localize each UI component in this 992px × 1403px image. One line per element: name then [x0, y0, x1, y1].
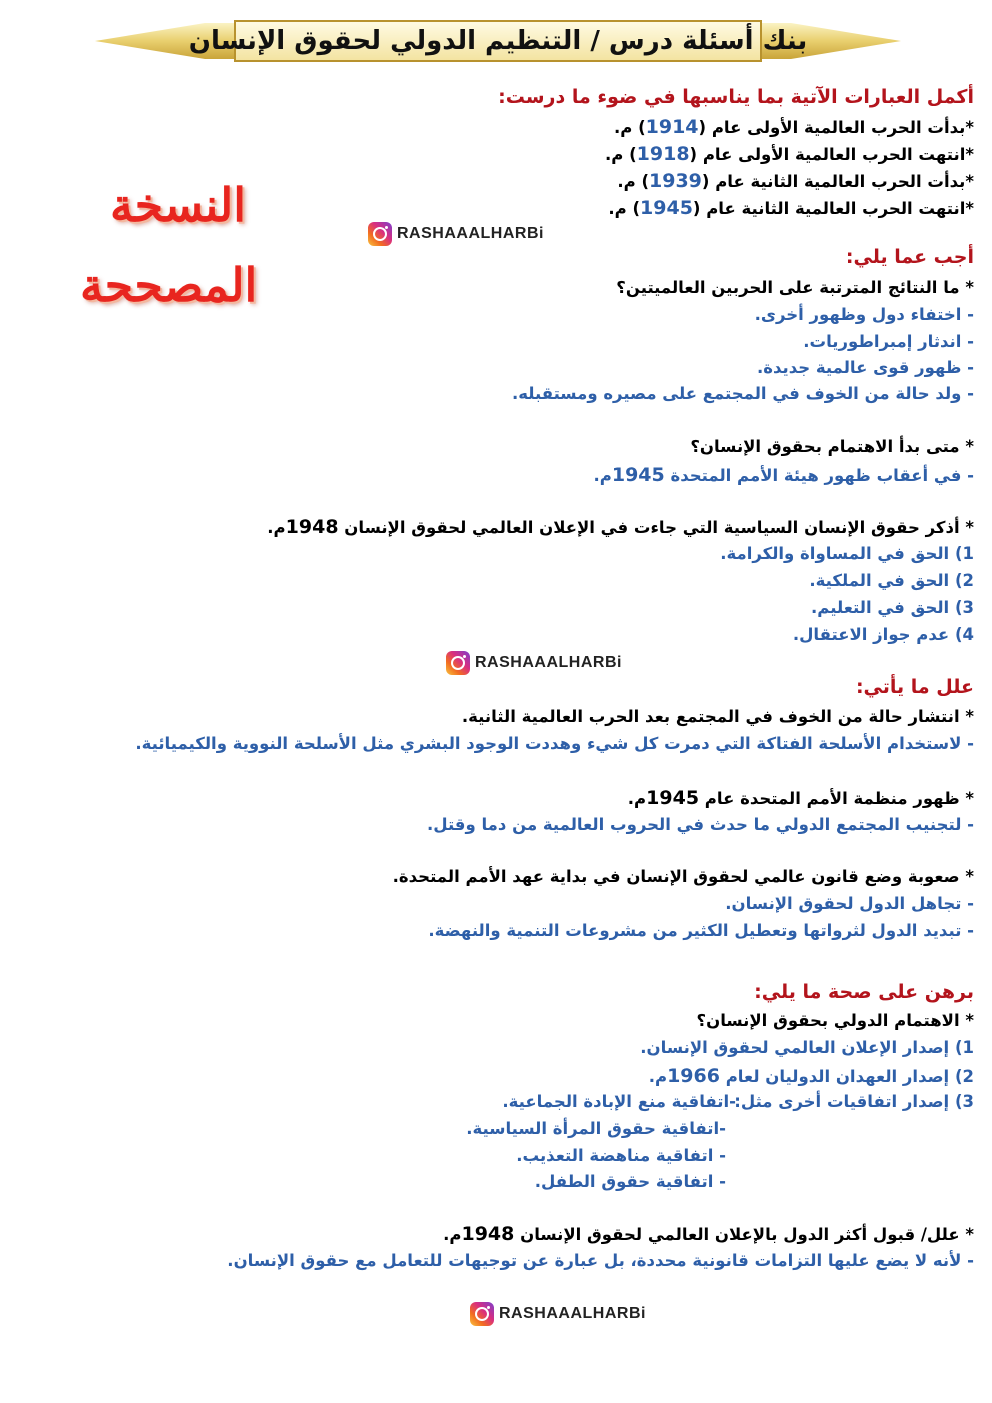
- question: * انتشار حالة من الخوف في المجتمع بعد الحرب العالمية الثانية.: [461, 707, 974, 726]
- sub-answer: - اتفاقية حقوق الطفل.: [534, 1172, 726, 1191]
- section-heading-answer: أجب عما يلي:: [845, 246, 974, 268]
- answer-line: - لتجنيب المجتمع الدولي ما حدث في الحروب العالمية من دما وقتل.: [426, 815, 974, 834]
- corrected-version-stamp-line2: المصححة: [80, 258, 258, 312]
- answer-line: - تجاهل الدول لحقوق الإنسان.: [725, 894, 974, 913]
- question: * الاهتمام الدولي بحقوق الإنسان؟: [696, 1011, 974, 1030]
- numbered-answer: 4) عدم جواز الاعتقال.: [792, 625, 974, 644]
- answer-line: - اختفاء دول وظهور أخرى.: [754, 305, 974, 324]
- instagram-watermark: RASHAAALHARBi: [446, 651, 622, 675]
- numbered-answer: 2) إصدار العهدان الدوليان لعام 1966م.: [648, 1065, 974, 1087]
- answer-line: - لاستخدام الأسلحة الفتاكة التي دمرت كل شيء وهددت الوجود البشري مثل الأسلحة النووية والكيميائية.: [135, 734, 974, 753]
- question: * متى بدأ الاهتمام بحقوق الإنسان؟: [690, 437, 974, 456]
- sub-answer: -اتفاقية منع الإبادة الجماعية.: [502, 1092, 736, 1111]
- fill-item: *بدأت الحرب العالمية الثانية عام (1939) م.: [617, 170, 974, 192]
- numbered-answer: 3) إصدار اتفاقيات أخرى مثل:: [734, 1092, 974, 1111]
- instagram-icon: [446, 651, 470, 675]
- answer-line: - لأنه لا يضع عليها التزامات قانونية محددة، بل عبارة عن توجيهات للتعامل مع حقوق الإنسان.: [227, 1251, 974, 1270]
- numbered-answer: 2) الحق في الملكية.: [809, 571, 974, 590]
- sub-answer: -اتفاقية حقوق المرأة السياسية.: [466, 1119, 726, 1138]
- answer-line: - اندثار إمبراطوريات.: [803, 332, 974, 351]
- answer-line: - تبديد الدول لثرواتها وتعطيل الكثير من مشروعات التنمية والنهضة.: [428, 921, 974, 940]
- instagram-watermark: RASHAAALHARBi: [368, 222, 544, 246]
- sub-answer: - اتفاقية مناهضة التعذيب.: [516, 1146, 726, 1165]
- answer-line: - ظهور قوى عالمية جديدة.: [757, 358, 974, 377]
- corrected-version-stamp-line1: النسخة: [110, 178, 247, 232]
- fill-item: *انتهت الحرب العالمية الأولى عام (1918) م.: [604, 143, 974, 165]
- numbered-answer: 1) إصدار الإعلان العالمي لحقوق الإنسان.: [640, 1038, 974, 1057]
- answer-line: - ولد حالة من الخوف في المجتمع على مصيره ومستقبله.: [511, 384, 974, 403]
- numbered-answer: 1) الحق في المساواة والكرامة.: [720, 544, 974, 563]
- answer-line: - في أعقاب ظهور هيئة الأمم المتحدة 1945م.: [593, 464, 974, 486]
- question: * صعوبة وضع قانون عالمي لحقوق الإنسان في بداية عهد الأمم المتحدة.: [392, 867, 974, 886]
- fill-item: *انتهت الحرب العالمية الثانية عام (1945) م.: [608, 197, 974, 219]
- instagram-icon: [470, 1302, 494, 1326]
- section-heading-justify: علل ما يأتي:: [855, 676, 974, 698]
- question: * أذكر حقوق الإنسان السياسية التي جاءت في الإعلان العالمي لحقوق الإنسان 1948م.: [267, 516, 974, 538]
- section-heading-prove: برهن على صحة ما يلي:: [754, 981, 974, 1003]
- section-heading-complete: أكمل العبارات الآتية بما يناسبها في ضوء ما درست:: [498, 86, 974, 108]
- instagram-watermark: RASHAAALHARBi: [470, 1302, 646, 1326]
- header-banner: [95, 17, 901, 65]
- page-title: بنك أسئلة درس / التنظيم الدولي لحقوق الإنسان: [188, 26, 808, 56]
- question: * ما النتائج المترتبة على الحربين العالميتين؟: [616, 278, 974, 297]
- numbered-answer: 3) الحق في التعليم.: [811, 598, 974, 617]
- instagram-icon: [368, 222, 392, 246]
- fill-item: *بدأت الحرب العالمية الأولى عام (1914) م.: [613, 116, 974, 138]
- question: * علل/ قبول أكثر الدول بالإعلان العالمي لحقوق الإنسان 1948م.: [443, 1223, 974, 1245]
- question: * ظهور منظمة الأمم المتحدة عام 1945م.: [627, 787, 974, 809]
